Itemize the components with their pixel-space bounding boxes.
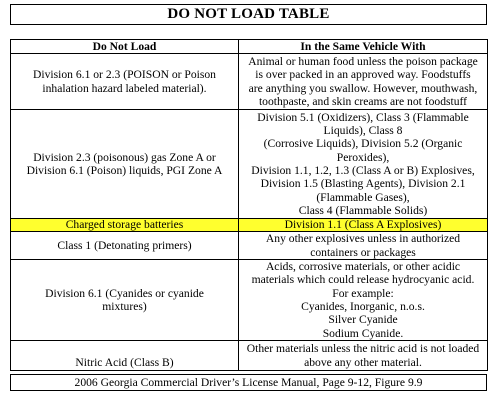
- cell-line: Division 1.1, 1.2, 1.3 (Class A or B) Explosives,: [251, 164, 475, 177]
- cell-same-vehicle: [239, 341, 488, 371]
- cell-same-vehicle: [239, 232, 488, 260]
- cell-line: Liquids), Class 8: [323, 124, 403, 138]
- cell-same-vehicle: [239, 54, 488, 110]
- cell-line: Division 2.3 (poisonous) gas Zone A or: [33, 150, 216, 164]
- highlighted-row: [11, 219, 488, 232]
- cell-line: inhalation hazard labeled material).: [42, 81, 207, 95]
- cell-line: mixtures): [102, 300, 147, 313]
- cell-line: Division 6.1 (Cyanides or cyanide: [45, 286, 204, 300]
- source-citation: 2006 Georgia Commercial Driver’s License Manual, Page 9-12, Figure 9.9: [10, 374, 487, 391]
- cell-do-not-load: [11, 110, 239, 219]
- header-row: [11, 40, 488, 54]
- cell-line: Cyanides, Inorganic, n.o.s.: [301, 300, 425, 313]
- cell-line: are anything you swallow. However, mouthwash,: [248, 81, 478, 95]
- cell-line: materials which could release hydrocyanic acid.: [251, 273, 475, 287]
- header-same-vehicle: In the Same Vehicle With: [239, 40, 488, 54]
- cell-line: toothpaste, and skin creams are not foodstuff: [258, 94, 468, 108]
- table-row: [11, 110, 488, 219]
- cell-line: Division 6.1 or 2.3 (POISON or Poison: [33, 68, 216, 82]
- cell-do-not-load: [11, 260, 239, 341]
- cell-do-not-load: [11, 219, 239, 232]
- cell-line: Division 6.1 (Poison) liquids, PGI Zone A: [26, 164, 223, 177]
- cell-line: Silver Cyanide: [328, 313, 398, 327]
- cell-do-not-load: [11, 341, 239, 371]
- cell-same-vehicle: [239, 260, 488, 341]
- cell-same-vehicle: [239, 219, 488, 232]
- cell-line: Peroxides),: [336, 150, 390, 164]
- cell-line: Division 1.5 (Blasting Agents), Division 2.1: [260, 177, 466, 191]
- cell-line: (Corrosive Liquids), Division 5.2 (Organic: [263, 137, 463, 151]
- cell-do-not-load: [11, 232, 239, 260]
- cell-line: Charged storage batteries: [65, 218, 184, 231]
- cell-line: Any other explosives unless in authorized: [265, 232, 461, 246]
- cell-line: Acids, corrosive materials, or other acidic: [265, 260, 461, 274]
- cell-line: Other materials unless the nitric acid is not loaded: [246, 342, 480, 356]
- cell-line: Division 1.1 (Class A Explosives): [284, 218, 442, 231]
- cell-line: Animal or human food unless the poison package: [248, 54, 478, 68]
- cell-line: (Flammable Gases),: [316, 190, 410, 204]
- cell-same-vehicle: [239, 110, 488, 219]
- cell-line: For example:: [332, 286, 394, 300]
- do-not-load-table: [10, 39, 488, 371]
- table-row: [11, 54, 488, 110]
- cell-line: Class 1 (Detonating primers): [57, 238, 192, 252]
- table-row: [11, 260, 488, 341]
- cell-line: containers or packages: [310, 245, 416, 259]
- cell-line: Nitric Acid (Class B): [75, 355, 174, 369]
- table-row: [11, 341, 488, 371]
- cell-line: is over packed in an approved way. Foodstuffs: [255, 68, 471, 82]
- table-row: [11, 232, 488, 260]
- cell-line: above any other material.: [304, 355, 422, 369]
- cell-line: Division 5.1 (Oxidizers), Class 3 (Flammable: [257, 110, 469, 124]
- cell-do-not-load: [11, 54, 239, 110]
- header-do-not-load: Do Not Load: [11, 40, 239, 54]
- cell-line: Class 4 (Flammable Solids): [298, 203, 428, 217]
- table-title: DO NOT LOAD TABLE: [10, 4, 487, 25]
- cell-line: Sodium Cyanide.: [322, 326, 404, 340]
- document-frame: [10, 4, 487, 391]
